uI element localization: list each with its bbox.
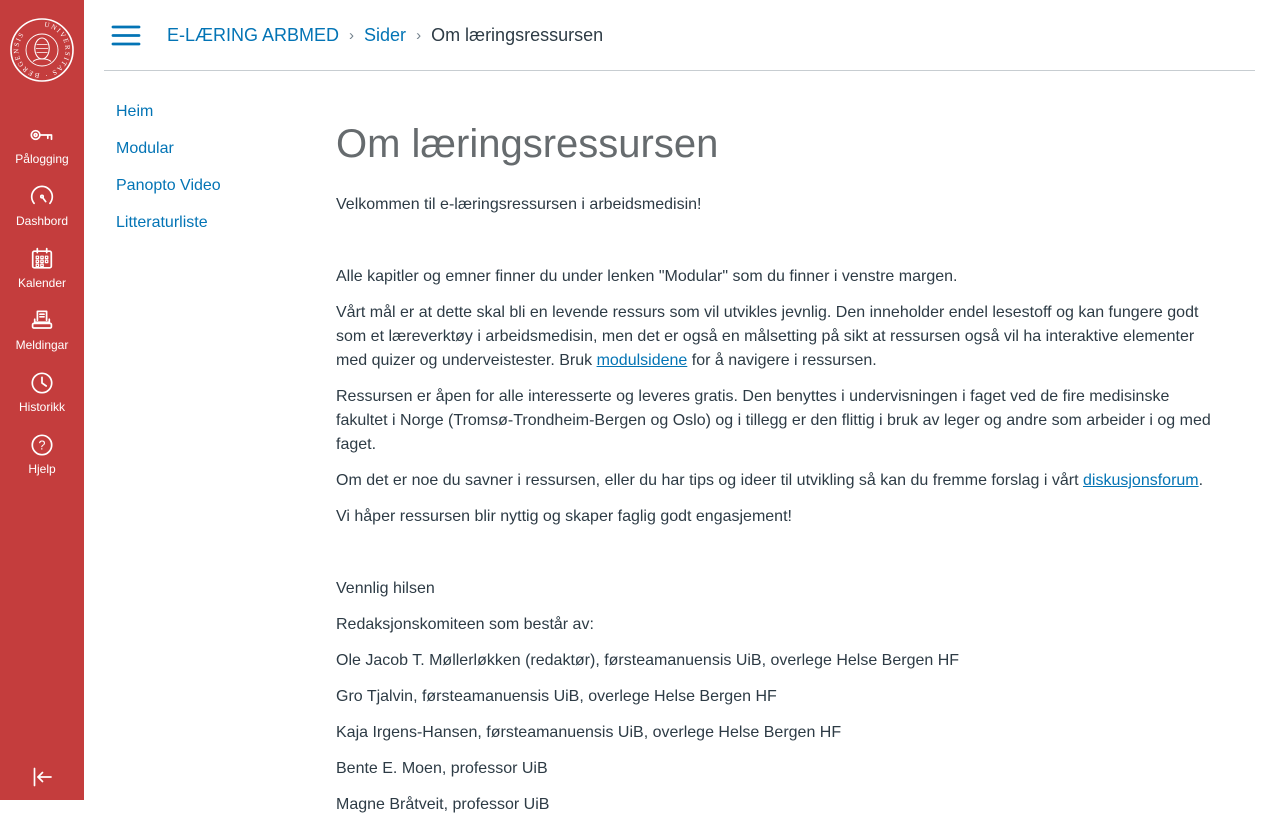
- global-nav-item-label: Dashbord: [15, 214, 69, 228]
- page-title: Om læringsressursen: [336, 122, 719, 166]
- paragraph: Ressursen er åpen for alle interesserte og leveres gratis. Den benyttes i undervisningen i faget ved de fire medisinske fakultet i Norge (Tromsø-Trondheim-Bergen og Oslo) og i tillegg er den flittig i bruk av leger og andre som arbeider i og med faget.: [336, 388, 1211, 453]
- course-nav-item-heim[interactable]: Heim: [116, 103, 154, 120]
- paragraph: Velkommen til e-læringsressursen i arbeidsmedisin!: [336, 196, 702, 213]
- paragraph: Gro Tjalvin, førsteamanuensis UiB, overlege Helse Bergen HF: [336, 688, 777, 705]
- paragraph: Vårt mål er at dette skal bli en levende ressurs som vil utvikles jevnlig. Den inneholder endel lesestoff og kan fungere godt som et læreverktøy i arbeidsmedisin, men det er også en målsetting på sikt at ressursen også vil ha interaktive elementer med quizer og underveistester. Bruk modulsidene for å navigere i ressursen.: [336, 304, 1199, 369]
- dashboard-icon: [28, 183, 56, 211]
- breadcrumb-separator: ›: [349, 26, 355, 44]
- university-seal-icon: [9, 20, 75, 86]
- paragraph: Redaksjonskomiteen som består av:: [336, 616, 594, 633]
- global-nav-item-label: Hjelp: [28, 462, 56, 476]
- global-nav-item-meldingar[interactable]: [0, 299, 84, 361]
- global-nav-item-palogging[interactable]: [0, 113, 84, 175]
- course-nav-item-modular[interactable]: Modular: [116, 140, 174, 157]
- hamburger-icon: [111, 35, 141, 50]
- page-body: [336, 193, 1220, 817]
- help-icon: [28, 431, 56, 459]
- content-link-modulsidene[interactable]: modulsidene: [596, 352, 688, 369]
- history-icon: [28, 369, 56, 397]
- global-nav-item-kalender[interactable]: [0, 237, 84, 299]
- paragraph: Vi håper ressursen blir nyttig og skaper faglig godt engasjement!: [336, 508, 792, 525]
- uib-logo[interactable]: [9, 17, 75, 83]
- content-region: [84, 0, 1280, 813]
- paragraph: Vennlig hilsen: [336, 580, 435, 597]
- page-header: [84, 0, 1280, 70]
- breadcrumb-current: Om læringsressursen: [431, 24, 604, 45]
- collapse-nav-button[interactable]: [22, 760, 62, 794]
- main-content: [336, 71, 1220, 813]
- paragraph: [336, 229, 1220, 253]
- global-nav-item-hjelp[interactable]: [0, 423, 84, 485]
- key-icon: [28, 121, 56, 149]
- paragraph: Om det er noe du savner i ressursen, eller du har tips og ideer til utvikling så kan du fremme forslag i vårt diskusjonsforum.: [336, 472, 1204, 489]
- inbox-icon: [28, 307, 56, 335]
- global-nav-items: [0, 113, 84, 485]
- course-nav: [84, 71, 336, 800]
- course-nav-item-panopto-video[interactable]: Panopto Video: [116, 177, 221, 194]
- global-nav-item-label: Meldingar: [15, 338, 69, 352]
- breadcrumb-link-sider[interactable]: Sider: [364, 24, 407, 45]
- content-link-diskusjonsforum[interactable]: diskusjonsforum: [1083, 472, 1199, 489]
- paragraph: Magne Bråtveit, professor UiB: [336, 796, 550, 813]
- global-nav-item-label: Kalender: [17, 276, 67, 290]
- breadcrumb-link-e-laering-arbmed[interactable]: E-LÆRING ARBMED: [167, 24, 340, 45]
- global-nav-item-dashbord[interactable]: [0, 175, 84, 237]
- svg-text:?: ?: [38, 438, 46, 453]
- paragraph: Bente E. Moen, professor UiB: [336, 760, 548, 777]
- collapse-left-icon: [26, 778, 58, 793]
- global-nav-item-label: Historikk: [18, 400, 65, 414]
- global-nav-sidebar: [0, 0, 84, 800]
- global-nav-item-label: Pålogging: [15, 152, 69, 166]
- paragraph: Ole Jacob T. Møllerløkken (redaktør), førsteamanuensis UiB, overlege Helse Bergen HF: [336, 652, 960, 669]
- paragraph: Kaja Irgens-Hansen, førsteamanuensis UiB, overlege Helse Bergen HF: [336, 724, 842, 741]
- svg-text:UNIVERSITAS · BERGENSIS: UNIVERSITAS · BERGENSIS: [12, 20, 72, 80]
- breadcrumb-separator: ›: [416, 26, 422, 44]
- content-row: [84, 71, 1280, 813]
- global-nav-item-historikk[interactable]: [0, 361, 84, 423]
- paragraph: Alle kapitler og emner finner du under lenken "Modular" som du finner i venstre margen.: [336, 268, 958, 285]
- hamburger-menu-button[interactable]: [111, 24, 141, 47]
- paragraph: [336, 541, 1220, 565]
- course-nav-item-litteraturliste[interactable]: Litteraturliste: [116, 214, 208, 231]
- breadcrumb: [167, 25, 603, 46]
- calendar-icon: [28, 245, 56, 273]
